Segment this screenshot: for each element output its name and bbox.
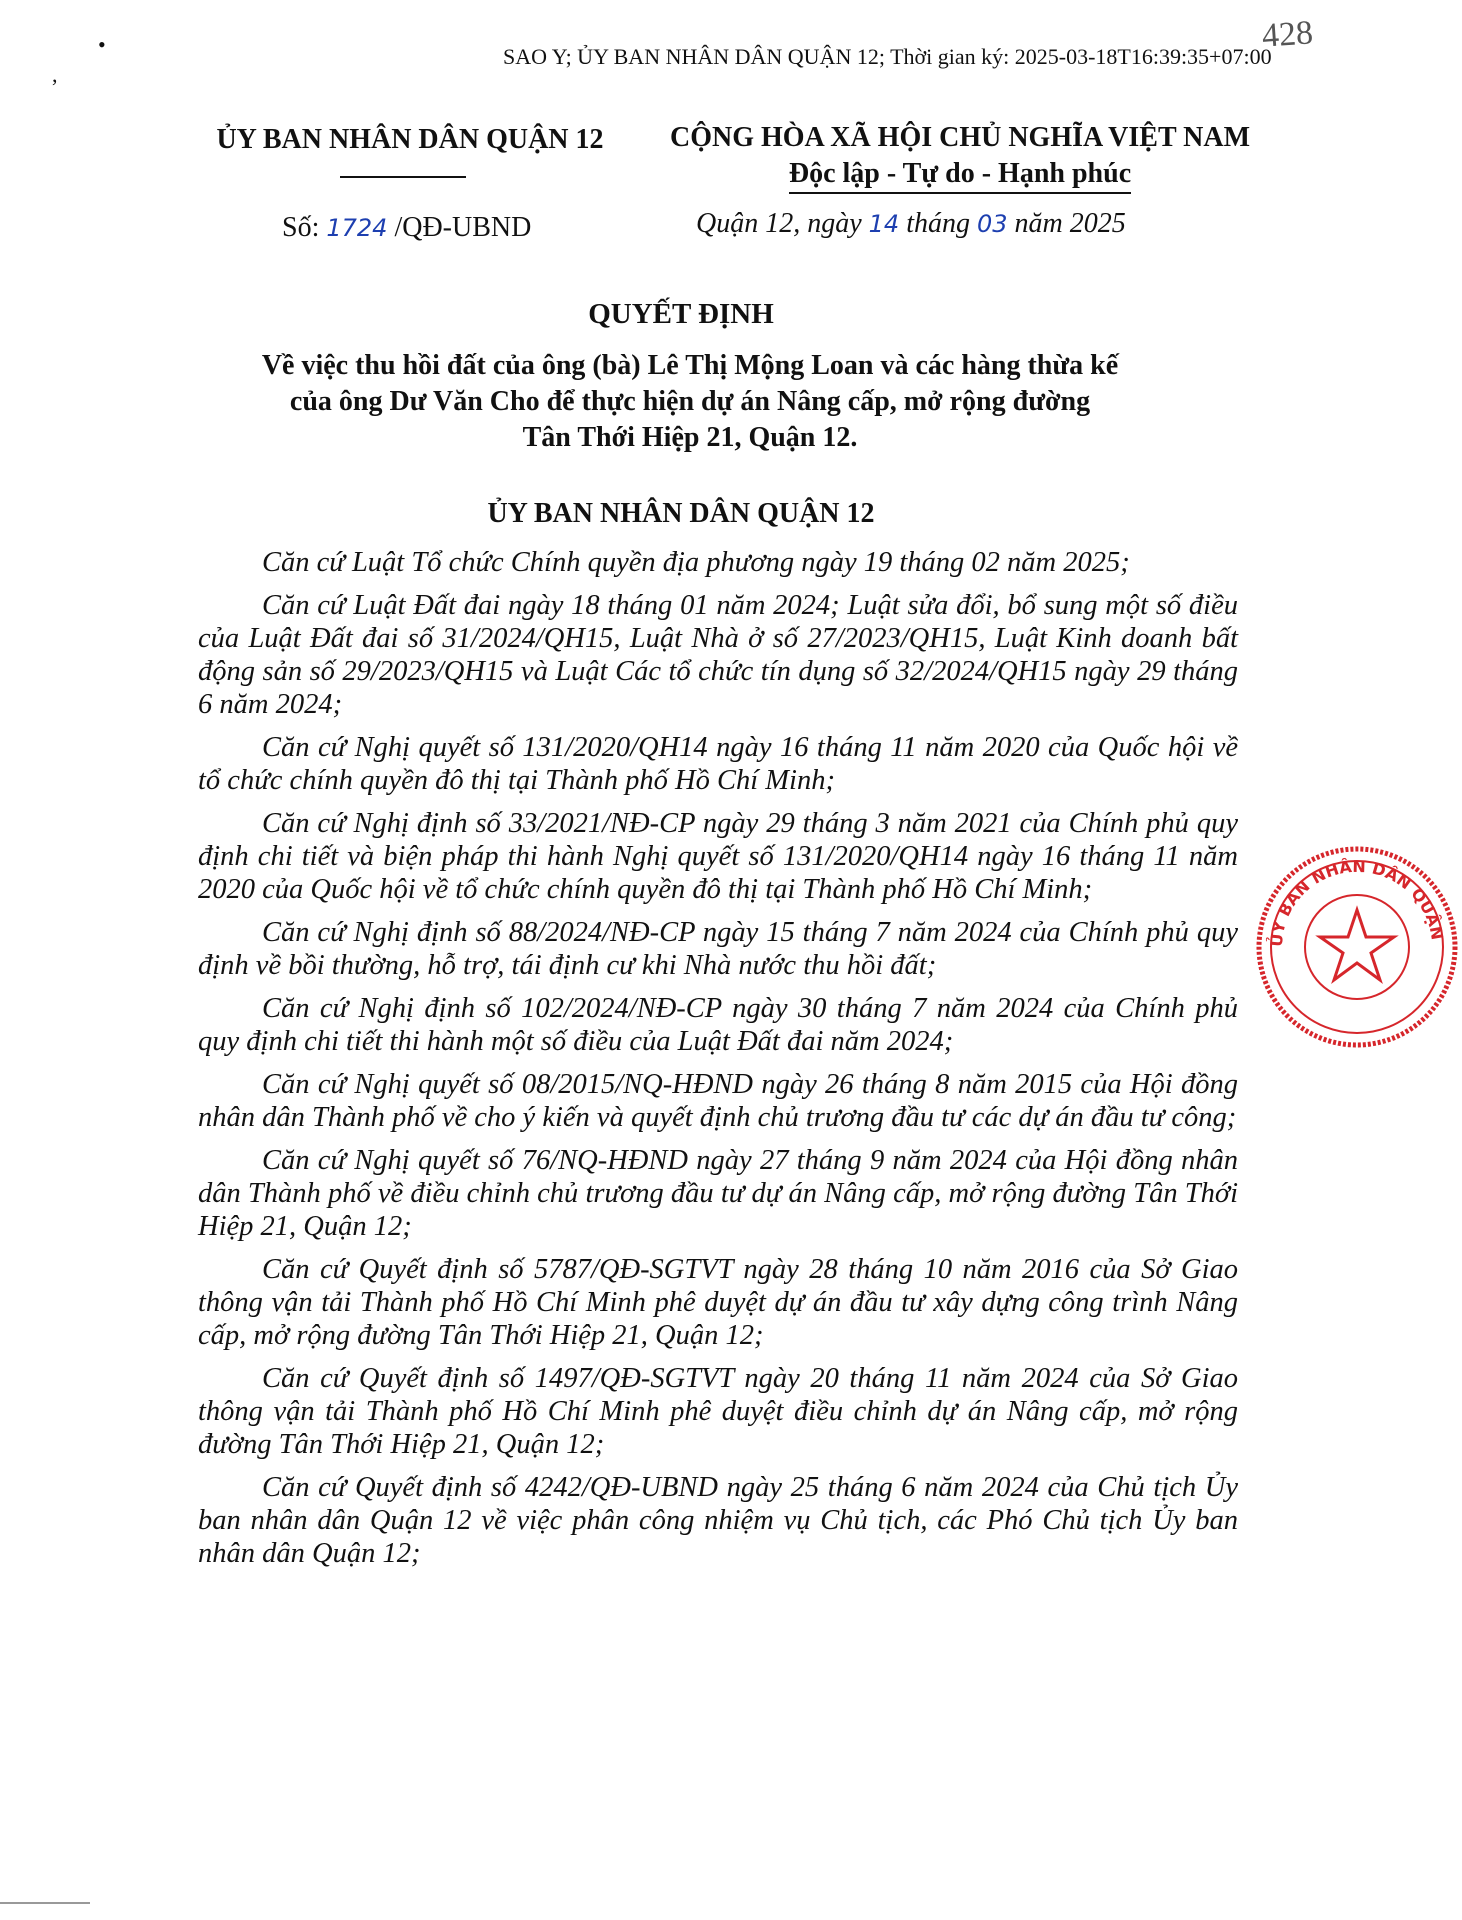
legal-basis-paragraph: Căn cứ Nghị quyết số 08/2015/NQ-HĐND ngày 26 tháng 8 năm 2015 của Hội đồng nhân dân Thành phố về cho ý kiến và quyết định chủ trương đầu tư các dự án đầu tư công;	[198, 1069, 1238, 1133]
date-day: 14	[868, 210, 900, 238]
legal-basis-paragraph: Căn cứ Quyết định số 4242/QĐ-UBND ngày 25 tháng 6 năm 2024 của Chủ tịch Ủy ban nhân dân Quận 12 về việc phân công nhiệm vụ Chủ tịch, các Phó Chủ tịch Ủy ban nhân dân Quận 12;	[198, 1472, 1238, 1569]
national-header	[640, 122, 1280, 194]
number-handwritten: 1724	[326, 214, 388, 242]
number-prefix: Số:	[282, 212, 327, 243]
country-name: CỘNG HÒA XÃ HỘI CHỦ NGHĨA VIỆT NAM	[669, 122, 1251, 153]
date-prefix: Quận 12, ngày	[696, 208, 869, 239]
legal-basis-paragraph: Căn cứ Nghị định số 88/2024/NĐ-CP ngày 15 tháng 7 năm 2024 của Chính phủ quy định về bồi thường, hỗ trợ, tái định cư khi Nhà nước thu hồi đất;	[198, 917, 1238, 981]
seal-text: ỦY BAN NHÂN DÂN QUẬN	[1266, 856, 1447, 948]
subject-line: Tân Thới Hiệp 21, Quận 12.	[522, 422, 858, 453]
number-suffix: /QĐ-UBND	[387, 212, 532, 243]
legal-basis-paragraph: Căn cứ Quyết định số 5787/QĐ-SGTVT ngày 28 tháng 10 năm 2016 của Sở Giao thông vận tải Thành phố Hồ Chí Minh phê duyệt dự án đầu tư xây dựng công trình Nâng cấp, mở rộng đường Tân Thới Hiệp 21, Quận 12;	[198, 1254, 1238, 1351]
scan-edge-mark	[0, 1902, 90, 1904]
subject-line: Về việc thu hồi đất của ông (bà) Lê Thị Mộng Loan và các hàng thừa kế	[261, 350, 1119, 381]
national-motto: Độc lập - Tự do - Hạnh phúc	[789, 158, 1131, 194]
issuing-agency-header: ỦY BAN NHÂN DÂN QUẬN 12	[216, 124, 604, 155]
subject-line: của ông Dư Văn Cho để thực hiện dự án Nâng cấp, mở rộng đường	[289, 386, 1091, 417]
document-title: QUYẾT ĐỊNH	[588, 298, 774, 330]
legal-basis-paragraph: Căn cứ Nghị quyết số 76/NQ-HĐND ngày 27 tháng 9 năm 2024 của Hội đồng nhân dân Thành phố về điều chỉnh chủ trương đầu tư dự án Nâng cấp, mở rộng đường Tân Thới Hiệp 21, Quận 12;	[198, 1145, 1238, 1242]
legal-basis-paragraph: Căn cứ Nghị định số 102/2024/NĐ-CP ngày 30 tháng 7 năm 2024 của Chính phủ quy định chi tiết thi hành một số điều của Luật Đất đai năm 2024;	[198, 993, 1238, 1057]
agency-underline	[340, 176, 466, 178]
issuing-agency-heading: ỦY BAN NHÂN DÂN QUẬN 12	[487, 498, 875, 529]
legal-basis-paragraph: Căn cứ Quyết định số 1497/QĐ-SGTVT ngày 20 tháng 11 năm 2024 của Sở Giao thông vận tải Thành phố Hồ Chí Minh phê duyệt điều chỉnh dự án Nâng cấp, mở rộng đường Tân Thới Hiệp 21, Quận 12;	[198, 1363, 1238, 1460]
document-date	[696, 208, 1126, 240]
legal-basis-paragraph: Căn cứ Nghị quyết số 131/2020/QH14 ngày 16 tháng 11 năm 2020 của Quốc hội về tổ chức chính quyền đô thị tại Thành phố Hồ Chí Minh;	[198, 732, 1238, 796]
handwritten-page-number: 428	[1260, 14, 1315, 55]
legal-basis-paragraph: Căn cứ Nghị định số 33/2021/NĐ-CP ngày 29 tháng 3 năm 2021 của Chính phủ quy định chi tiết và biện pháp thi hành Nghị quyết số 131/2020/QH14 ngày 16 tháng 11 năm 2020 của Quốc hội về tổ chức chính quyền đô thị tại Thành phố Hồ Chí Minh;	[198, 808, 1238, 905]
date-mid: tháng	[899, 208, 977, 239]
legal-basis-paragraph: Căn cứ Luật Tổ chức Chính quyền địa phương ngày 19 tháng 02 năm 2025;	[262, 547, 1130, 578]
digital-copy-stamp: SAO Y; ỦY BAN NHÂN DÂN QUẬN 12; Thời gian ký: 2025-03-18T16:39:35+07:00	[503, 44, 1272, 69]
scan-speck: •	[98, 32, 106, 57]
document-subject	[190, 348, 1190, 456]
legal-basis-section	[198, 546, 1238, 1580]
scan-speck: ,	[52, 62, 58, 87]
date-suffix: năm 2025	[1007, 208, 1126, 239]
official-seal-icon	[1252, 842, 1462, 1052]
legal-basis-paragraph: Căn cứ Luật Đất đai ngày 18 tháng 01 năm 2024; Luật sửa đổi, bổ sung một số điều của Luật Đất đai số 31/2024/QH15, Luật Nhà ở số 27/2023/QH15, Luật Kinh doanh bất động sản số 29/2023/QH15 và Luật Các tổ chức tín dụng số 32/2024/QH15 ngày 29 tháng 6 năm 2024;	[198, 590, 1238, 720]
date-month: 03	[976, 210, 1008, 238]
document-number	[282, 212, 531, 244]
